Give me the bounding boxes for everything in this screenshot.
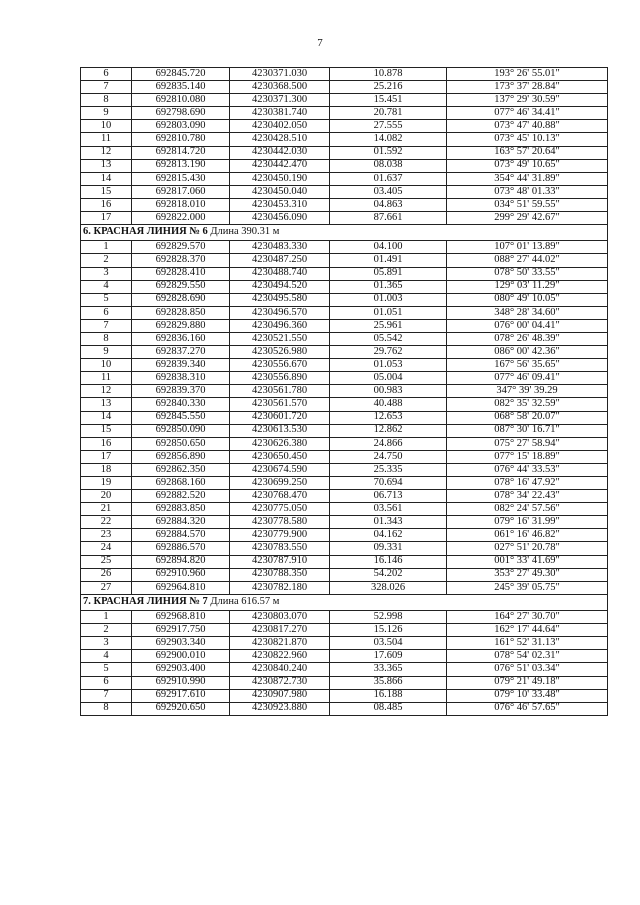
table-row [81,293,608,306]
y-coordinate-cell: 4230456.090 [230,212,330,225]
x-coordinate-cell: 692836.160 [132,332,230,345]
distance-cell: 01.051 [330,306,447,319]
distance-cell: 03.561 [330,503,447,516]
point-number-cell: 23 [81,529,132,542]
table-row [81,689,608,702]
bearing-cell: 167° 56' 35.65" [447,359,608,372]
point-number-cell: 25 [81,555,132,568]
point-number-cell: 24 [81,542,132,555]
y-coordinate-cell: 4230450.190 [230,172,330,185]
y-coordinate-cell: 4230907.980 [230,689,330,702]
x-coordinate-cell: 692828.370 [132,254,230,267]
section-header-cell [81,594,608,610]
table-row [81,463,608,476]
distance-cell: 01.491 [330,254,447,267]
bearing-cell: 073° 49' 10.65" [447,159,608,172]
table-row [81,280,608,293]
distance-cell: 40.488 [330,398,447,411]
point-number-cell: 6 [81,676,132,689]
x-coordinate-cell: 692828.690 [132,293,230,306]
y-coordinate-cell: 4230803.070 [230,611,330,624]
distance-cell: 87.661 [330,212,447,225]
bearing-cell: 347° 39' 39.29 [447,385,608,398]
distance-cell: 33.365 [330,663,447,676]
table-row [81,120,608,133]
y-coordinate-cell: 4230495.580 [230,293,330,306]
distance-cell: 04.863 [330,198,447,211]
point-number-cell: 16 [81,437,132,450]
point-number-cell: 14 [81,411,132,424]
table-row [81,185,608,198]
table-row [81,212,608,225]
point-number-cell: 3 [81,637,132,650]
table-row [81,359,608,372]
x-coordinate-cell: 692840.330 [132,398,230,411]
y-coordinate-cell: 4230496.570 [230,306,330,319]
y-coordinate-cell: 4230488.740 [230,267,330,280]
bearing-cell: 088° 27' 44.02" [447,254,608,267]
bearing-cell: 087° 30' 16.71" [447,424,608,437]
y-coordinate-cell: 4230775.050 [230,503,330,516]
distance-cell: 01.053 [330,359,447,372]
distance-cell: 14.082 [330,133,447,146]
table-row [81,94,608,107]
point-number-cell: 19 [81,477,132,490]
table-row [81,267,608,280]
x-coordinate-cell: 692798.690 [132,107,230,120]
bearing-cell: 079° 10' 33.48" [447,689,608,702]
coordinates-table-body [81,68,608,716]
table-row [81,424,608,437]
distance-cell: 27.555 [330,120,447,133]
x-coordinate-cell: 692829.550 [132,280,230,293]
x-coordinate-cell: 692884.570 [132,529,230,542]
table-row [81,172,608,185]
bearing-cell: 073° 47' 40.88" [447,120,608,133]
bearing-cell: 076° 51' 03.34" [447,663,608,676]
distance-cell: 08.038 [330,159,447,172]
y-coordinate-cell: 4230821.870 [230,637,330,650]
table-row [81,254,608,267]
distance-cell: 24.750 [330,450,447,463]
bearing-cell: 164° 27' 30.70" [447,611,608,624]
x-coordinate-cell: 692900.010 [132,650,230,663]
table-row [81,241,608,254]
y-coordinate-cell: 4230402.050 [230,120,330,133]
distance-cell: 03.405 [330,185,447,198]
point-number-cell: 10 [81,359,132,372]
point-number-cell: 12 [81,385,132,398]
distance-cell: 04.162 [330,529,447,542]
point-number-cell: 16 [81,198,132,211]
distance-cell: 16.188 [330,689,447,702]
table-row [81,581,608,594]
x-coordinate-cell: 692850.650 [132,437,230,450]
x-coordinate-cell: 692964.810 [132,581,230,594]
bearing-cell: 078° 34' 22.43" [447,490,608,503]
point-number-cell: 1 [81,241,132,254]
y-coordinate-cell: 4230450.040 [230,185,330,198]
y-coordinate-cell: 4230699.250 [230,477,330,490]
y-coordinate-cell: 4230442.030 [230,146,330,159]
bearing-cell: 193° 26' 55.01" [447,68,608,81]
point-number-cell: 11 [81,133,132,146]
table-row [81,516,608,529]
x-coordinate-cell: 692856.890 [132,450,230,463]
bearing-cell: 073° 48' 01.33" [447,185,608,198]
table-row [81,81,608,94]
bearing-cell: 137° 29' 30.59" [447,94,608,107]
point-number-cell: 14 [81,172,132,185]
point-number-cell: 8 [81,702,132,715]
x-coordinate-cell: 692845.720 [132,68,230,81]
y-coordinate-cell: 4230613.530 [230,424,330,437]
point-number-cell: 6 [81,68,132,81]
table-row [81,372,608,385]
distance-cell: 01.592 [330,146,447,159]
x-coordinate-cell: 692810.780 [132,133,230,146]
point-number-cell: 9 [81,107,132,120]
table-row [81,437,608,450]
section-length: Длина 616.57 м [210,596,280,608]
x-coordinate-cell: 692862.350 [132,463,230,476]
section-header-row [81,594,608,610]
table-row [81,306,608,319]
x-coordinate-cell: 692903.400 [132,663,230,676]
bearing-cell: 079° 16' 31.99" [447,516,608,529]
coordinates-table [80,67,608,716]
bearing-cell: 076° 00' 04.41" [447,319,608,332]
point-number-cell: 22 [81,516,132,529]
x-coordinate-cell: 692838.310 [132,372,230,385]
point-number-cell: 21 [81,503,132,516]
bearing-cell: 078° 54' 02.31" [447,650,608,663]
bearing-cell: 077° 46' 09.41" [447,372,608,385]
point-number-cell: 8 [81,94,132,107]
y-coordinate-cell: 4230778.580 [230,516,330,529]
distance-cell: 70.694 [330,477,447,490]
bearing-cell: 161° 52' 31.13" [447,637,608,650]
bearing-cell: 354° 44' 31.89" [447,172,608,185]
bearing-cell: 082° 24' 57.56" [447,503,608,516]
x-coordinate-cell: 692839.340 [132,359,230,372]
table-row [81,542,608,555]
bearing-cell: 080° 49' 10.05" [447,293,608,306]
x-coordinate-cell: 692882.520 [132,490,230,503]
bearing-cell: 079° 21' 49.18" [447,676,608,689]
point-number-cell: 20 [81,490,132,503]
distance-cell: 01.365 [330,280,447,293]
section-header-row [81,225,608,241]
point-number-cell: 12 [81,146,132,159]
x-coordinate-cell: 692815.430 [132,172,230,185]
table-row [81,702,608,715]
point-number-cell: 9 [81,346,132,359]
table-row [81,411,608,424]
table-row [81,477,608,490]
distance-cell: 54.202 [330,568,447,581]
point-number-cell: 11 [81,372,132,385]
y-coordinate-cell: 4230817.270 [230,624,330,637]
table-row [81,68,608,81]
x-coordinate-cell: 692903.340 [132,637,230,650]
distance-cell: 25.335 [330,463,447,476]
bearing-cell: 086° 00' 42.36" [447,346,608,359]
point-number-cell: 1 [81,611,132,624]
bearing-cell: 129° 03' 11.29" [447,280,608,293]
bearing-cell: 299° 29' 42.67" [447,212,608,225]
y-coordinate-cell: 4230487.250 [230,254,330,267]
distance-cell: 08.485 [330,702,447,715]
y-coordinate-cell: 4230788.350 [230,568,330,581]
bearing-cell: 076° 44' 33.53" [447,463,608,476]
table-row [81,663,608,676]
section-title: 6. КРАСНАЯ ЛИНИЯ № 6 [83,226,208,238]
distance-cell: 09.331 [330,542,447,555]
point-number-cell: 15 [81,424,132,437]
table-row [81,198,608,211]
distance-cell: 24.866 [330,437,447,450]
table-row [81,555,608,568]
table-row [81,146,608,159]
distance-cell: 01.343 [330,516,447,529]
x-coordinate-cell: 692917.750 [132,624,230,637]
y-coordinate-cell: 4230556.890 [230,372,330,385]
point-number-cell: 26 [81,568,132,581]
point-number-cell: 5 [81,663,132,676]
y-coordinate-cell: 4230561.780 [230,385,330,398]
y-coordinate-cell: 4230483.330 [230,241,330,254]
x-coordinate-cell: 692814.720 [132,146,230,159]
section-length: Длина 390.31 м [210,226,280,238]
table-row [81,133,608,146]
point-number-cell: 10 [81,120,132,133]
x-coordinate-cell: 692813.190 [132,159,230,172]
y-coordinate-cell: 4230368.500 [230,81,330,94]
distance-cell: 52.998 [330,611,447,624]
y-coordinate-cell: 4230371.300 [230,94,330,107]
section-title: 7. КРАСНАЯ ЛИНИЯ № 7 [83,596,208,608]
y-coordinate-cell: 4230556.670 [230,359,330,372]
bearing-cell: 077° 15' 18.89" [447,450,608,463]
bearing-cell: 078° 50' 33.55" [447,267,608,280]
table-row [81,450,608,463]
y-coordinate-cell: 4230561.570 [230,398,330,411]
point-number-cell: 4 [81,280,132,293]
distance-cell: 12.653 [330,411,447,424]
bearing-cell: 001° 33' 41.69" [447,555,608,568]
x-coordinate-cell: 692837.270 [132,346,230,359]
point-number-cell: 13 [81,159,132,172]
table-row [81,332,608,345]
distance-cell: 25.216 [330,81,447,94]
point-number-cell: 17 [81,212,132,225]
bearing-cell: 173° 37' 28.84" [447,81,608,94]
distance-cell: 328.026 [330,581,447,594]
table-row [81,568,608,581]
y-coordinate-cell: 4230601.720 [230,411,330,424]
point-number-cell: 7 [81,81,132,94]
distance-cell: 06.713 [330,490,447,503]
bearing-cell: 068° 58' 20.07" [447,411,608,424]
y-coordinate-cell: 4230626.380 [230,437,330,450]
bearing-cell: 082° 35' 32.59" [447,398,608,411]
y-coordinate-cell: 4230923.880 [230,702,330,715]
table-row [81,159,608,172]
table-row [81,611,608,624]
distance-cell: 01.637 [330,172,447,185]
y-coordinate-cell: 4230872.730 [230,676,330,689]
x-coordinate-cell: 692845.550 [132,411,230,424]
bearing-cell: 078° 26' 48.39" [447,332,608,345]
x-coordinate-cell: 692910.990 [132,676,230,689]
distance-cell: 00.983 [330,385,447,398]
y-coordinate-cell: 4230840.240 [230,663,330,676]
y-coordinate-cell: 4230496.360 [230,319,330,332]
y-coordinate-cell: 4230768.470 [230,490,330,503]
point-number-cell: 2 [81,624,132,637]
bearing-cell: 353° 27' 49.30" [447,568,608,581]
x-coordinate-cell: 692839.370 [132,385,230,398]
point-number-cell: 27 [81,581,132,594]
bearing-cell: 107° 01' 13.89" [447,241,608,254]
distance-cell: 12.862 [330,424,447,437]
y-coordinate-cell: 4230494.520 [230,280,330,293]
x-coordinate-cell: 692920.650 [132,702,230,715]
point-number-cell: 15 [81,185,132,198]
table-row [81,637,608,650]
x-coordinate-cell: 692884.320 [132,516,230,529]
table-row [81,529,608,542]
bearing-cell: 027° 51' 20.78" [447,542,608,555]
bearing-cell: 076° 46' 57.65" [447,702,608,715]
distance-cell: 01.003 [330,293,447,306]
x-coordinate-cell: 692810.080 [132,94,230,107]
y-coordinate-cell: 4230782.180 [230,581,330,594]
y-coordinate-cell: 4230783.550 [230,542,330,555]
y-coordinate-cell: 4230526.980 [230,346,330,359]
point-number-cell: 17 [81,450,132,463]
y-coordinate-cell: 4230779.900 [230,529,330,542]
bearing-cell: 245° 39' 05.75" [447,581,608,594]
x-coordinate-cell: 692835.140 [132,81,230,94]
x-coordinate-cell: 692828.410 [132,267,230,280]
table-row [81,676,608,689]
point-number-cell: 13 [81,398,132,411]
y-coordinate-cell: 4230371.030 [230,68,330,81]
point-number-cell: 7 [81,319,132,332]
distance-cell: 16.146 [330,555,447,568]
bearing-cell: 162° 17' 44.64" [447,624,608,637]
y-coordinate-cell: 4230381.740 [230,107,330,120]
bearing-cell: 077° 46' 34.41" [447,107,608,120]
y-coordinate-cell: 4230650.450 [230,450,330,463]
section-header-cell [81,225,608,241]
point-number-cell: 7 [81,689,132,702]
distance-cell: 20.781 [330,107,447,120]
page-number: 7 [317,37,323,49]
table-row [81,490,608,503]
y-coordinate-cell: 4230822.960 [230,650,330,663]
distance-cell: 05.891 [330,267,447,280]
table-row [81,503,608,516]
table-row [81,346,608,359]
point-number-cell: 4 [81,650,132,663]
point-number-cell: 6 [81,306,132,319]
x-coordinate-cell: 692850.090 [132,424,230,437]
y-coordinate-cell: 4230787.910 [230,555,330,568]
table-row [81,385,608,398]
y-coordinate-cell: 4230674.590 [230,463,330,476]
distance-cell: 03.504 [330,637,447,650]
table-row [81,107,608,120]
distance-cell: 25.961 [330,319,447,332]
x-coordinate-cell: 692822.000 [132,212,230,225]
distance-cell: 05.004 [330,372,447,385]
y-coordinate-cell: 4230442.470 [230,159,330,172]
point-number-cell: 3 [81,267,132,280]
bearing-cell: 348° 28' 34.60" [447,306,608,319]
point-number-cell: 8 [81,332,132,345]
table-row [81,319,608,332]
distance-cell: 15.126 [330,624,447,637]
y-coordinate-cell: 4230521.550 [230,332,330,345]
distance-cell: 05.542 [330,332,447,345]
x-coordinate-cell: 692829.880 [132,319,230,332]
table-row [81,624,608,637]
x-coordinate-cell: 692917.610 [132,689,230,702]
distance-cell: 15.451 [330,94,447,107]
distance-cell: 17.609 [330,650,447,663]
distance-cell: 10.878 [330,68,447,81]
x-coordinate-cell: 692829.570 [132,241,230,254]
bearing-cell: 073° 45' 10.13" [447,133,608,146]
point-number-cell: 2 [81,254,132,267]
distance-cell: 29.762 [330,346,447,359]
x-coordinate-cell: 692818.010 [132,198,230,211]
x-coordinate-cell: 692868.160 [132,477,230,490]
point-number-cell: 5 [81,293,132,306]
x-coordinate-cell: 692803.090 [132,120,230,133]
x-coordinate-cell: 692886.570 [132,542,230,555]
bearing-cell: 061° 16' 46.82" [447,529,608,542]
bearing-cell: 078° 16' 47.92" [447,477,608,490]
point-number-cell: 18 [81,463,132,476]
distance-cell: 35.866 [330,676,447,689]
x-coordinate-cell: 692828.850 [132,306,230,319]
x-coordinate-cell: 692894.820 [132,555,230,568]
bearing-cell: 034° 51' 59.55" [447,198,608,211]
x-coordinate-cell: 692968.810 [132,611,230,624]
x-coordinate-cell: 692817.060 [132,185,230,198]
distance-cell: 04.100 [330,241,447,254]
table-row [81,650,608,663]
table-row [81,398,608,411]
y-coordinate-cell: 4230428.510 [230,133,330,146]
x-coordinate-cell: 692910.960 [132,568,230,581]
x-coordinate-cell: 692883.850 [132,503,230,516]
y-coordinate-cell: 4230453.310 [230,198,330,211]
bearing-cell: 163° 57' 20.64" [447,146,608,159]
bearing-cell: 075° 27' 58.94" [447,437,608,450]
